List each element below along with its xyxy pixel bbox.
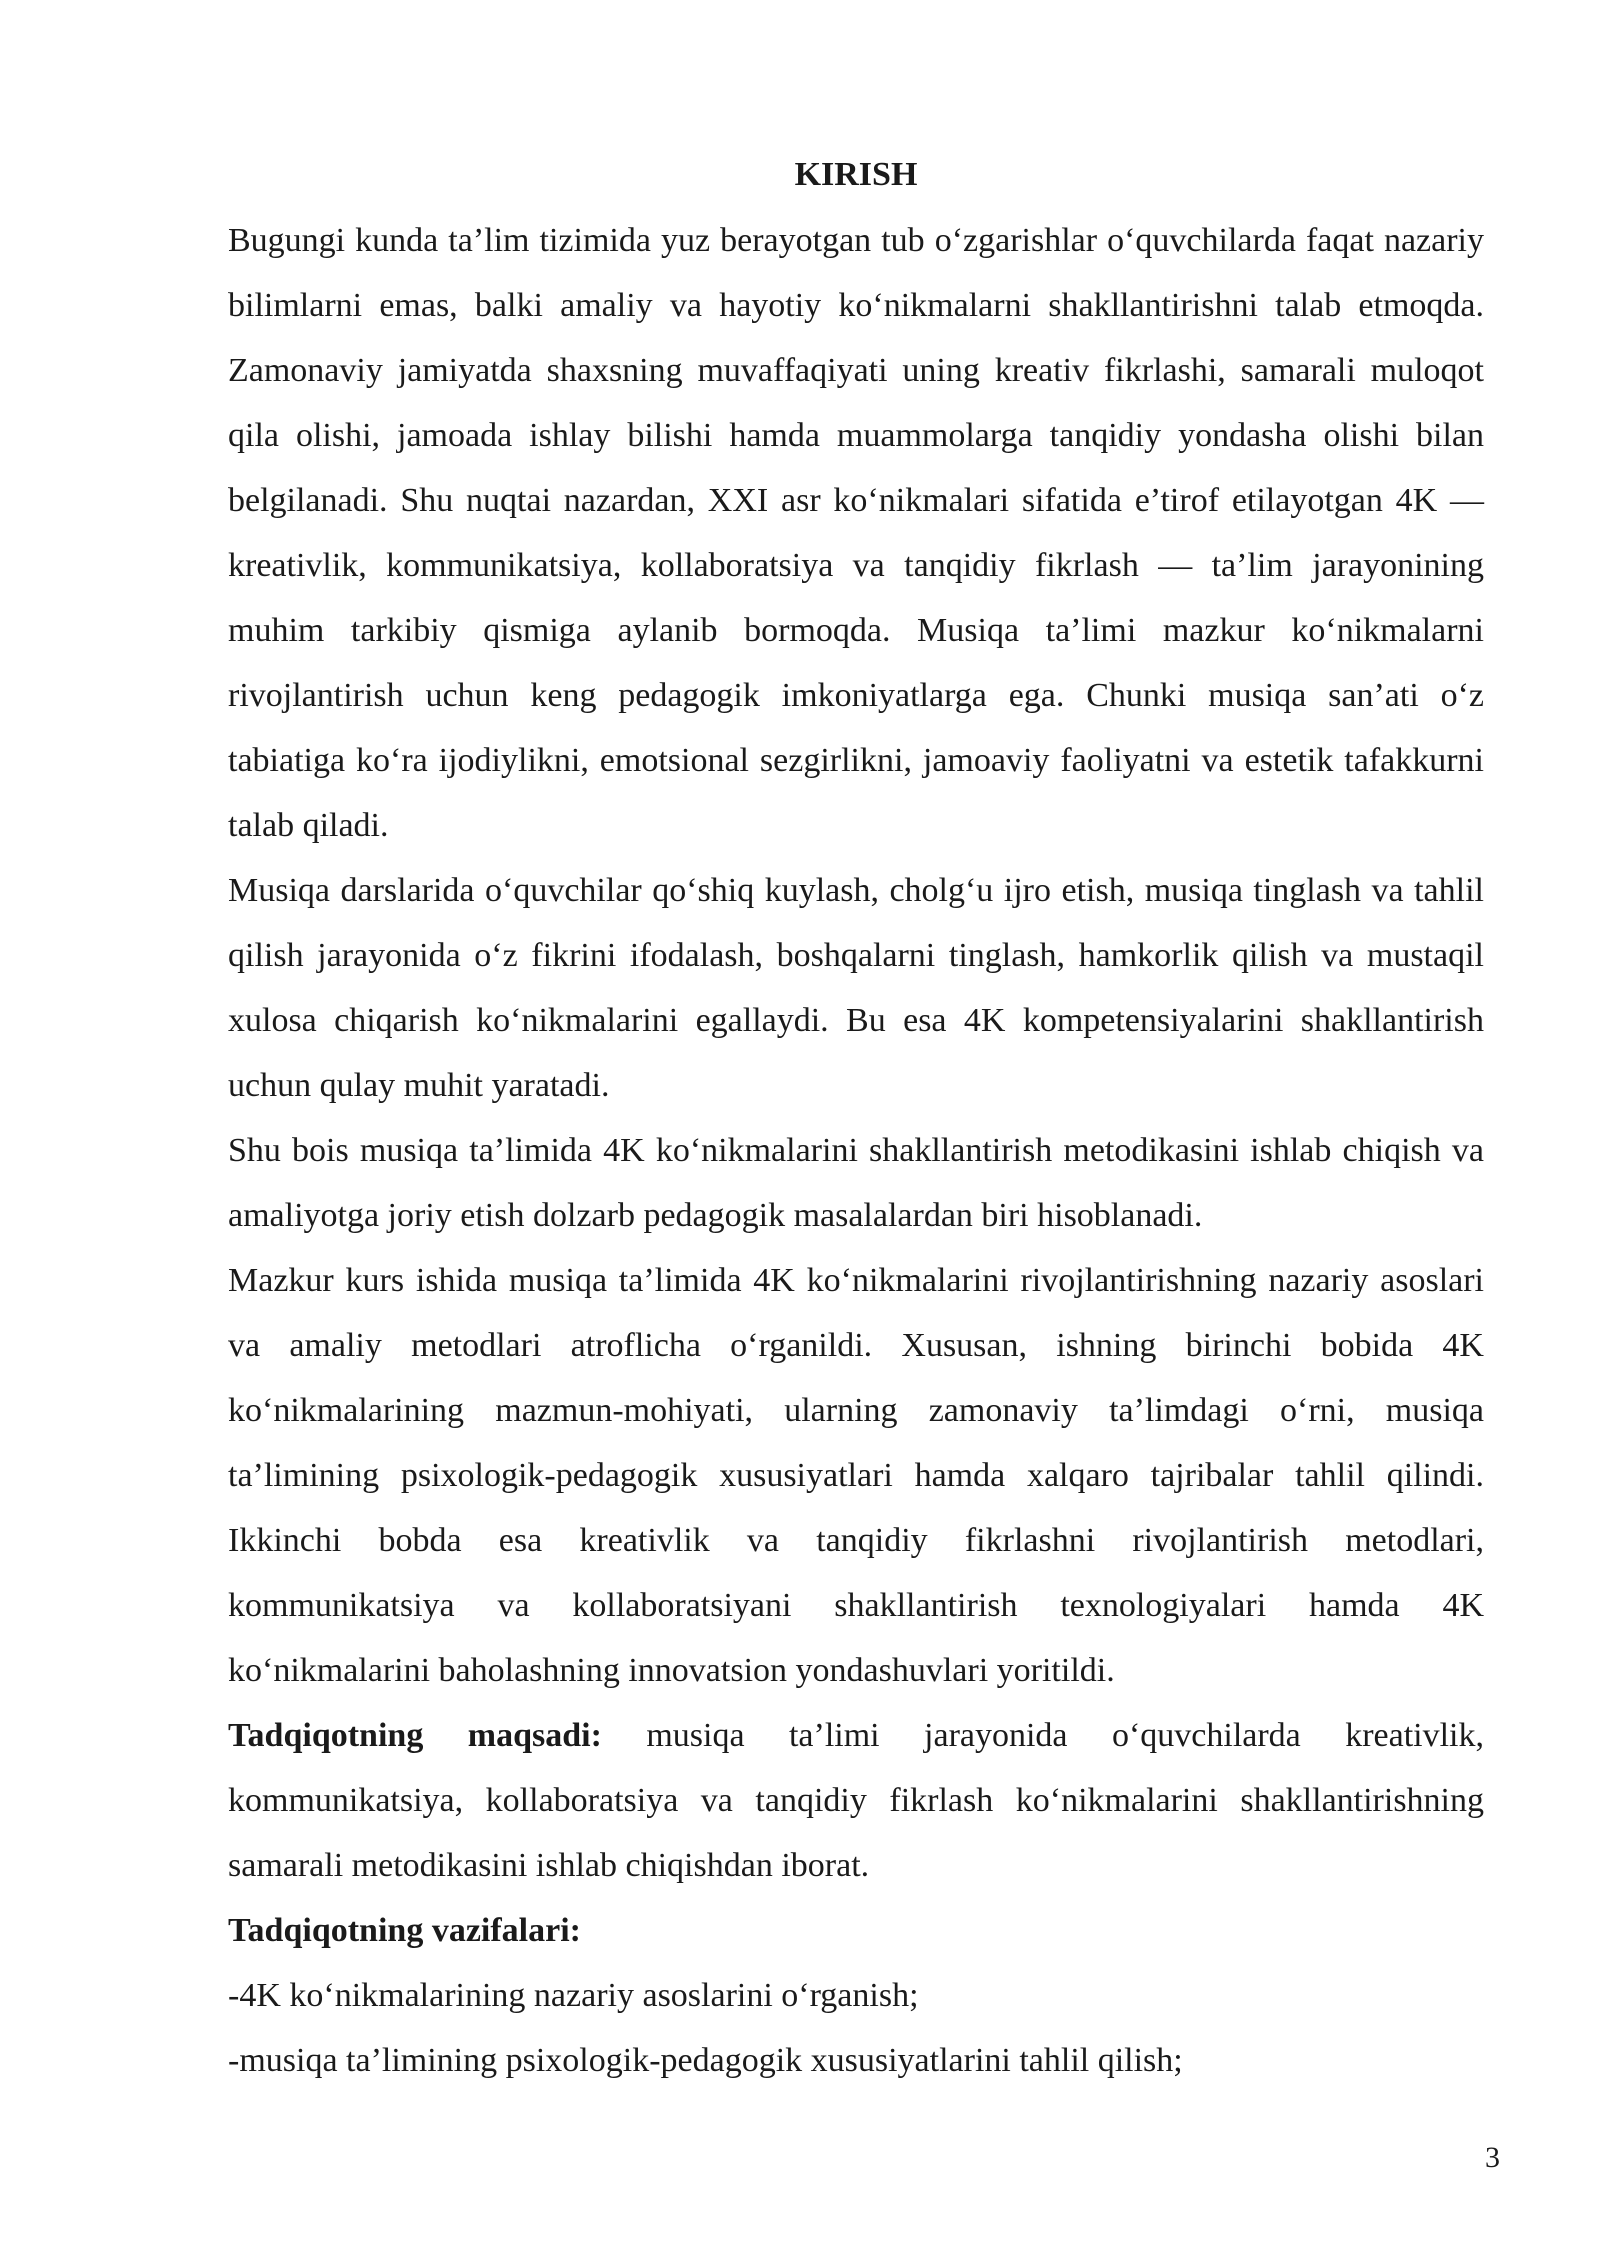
paragraph-research-goal — [228, 1703, 1484, 1898]
research-tasks-label: Tadqiqotning vazifalari: — [228, 1912, 581, 1949]
page-content — [228, 150, 1484, 2093]
section-heading: KIRISH — [794, 156, 918, 193]
page-number: 3 — [1485, 2141, 1500, 2174]
paragraph-relevance: Shu bois musiqa ta’limida 4K ko‘nikmalarini shakllantirish metodikasini ishlab chiqish va amaliyotga joriy etish dolzarb pedagogik masalalardan biri hisoblanadi. — [228, 1132, 1484, 1234]
paragraph-research-tasks-heading — [228, 1898, 1484, 1963]
task-item: -4K ko‘nikmalarining nazariy asoslarini o‘rganish; — [228, 1977, 919, 2014]
paragraph-intro: Bugungi kunda ta’lim tizimida yuz berayotgan tub o‘zgarishlar o‘quvchilarda faqat nazariy bilimlarni emas, balki amaliy va hayotiy ko‘nikmalarni shakllantirishni talab etmoqda. Zamonaviy jamiyatda shaxsning muvaffaqiyati uning kreativ fikrlashi, samarali muloqot qila olishi, jamoada ishlay bilishi hamda muammolarga tanqidiy yondasha olishi bilan belgilanadi. Shu nuqtai nazardan, XXI asr ko‘nikmalari sifatida e’tirof etilayotgan 4K — kreativlik, kommunikatsiya, kollaboratsiya va tanqidiy fikrlash — ta’lim jarayonining muhim tarkibiy qismiga aylanib bormoqda. Musiqa ta’limi mazkur ko‘nikmalarni rivojlantirish uchun keng pedagogik imkoniyatlarga ega. Chunki musiqa san’ati o‘z tabiatiga ko‘ra ijodiylikni, emotsional sezgirlikni, jamoaviy faoliyatni va estetik tafakkurni talab qiladi. — [228, 222, 1484, 844]
research-goal-label: Tadqiqotning maqsadi: — [228, 1717, 602, 1754]
task-item: -musiqa ta’limining psixologik-pedagogik xususiyatlarini tahlil qilish; — [228, 2042, 1183, 2079]
paragraph-course-overview: Mazkur kurs ishida musiqa ta’limida 4K ko‘nikmalarini rivojlantirishning nazariy asoslari va amaliy metodlari atroflicha o‘rganildi. Xususan, ishning birinchi bobida 4K ko‘nikmalarining mazmun-mohiyati, ularning zamonaviy ta’limdagi o‘rni, musiqa ta’limining psixologik-pedagogik xususiyatlari hamda xalqaro tajribalar tahlil qilindi. Ikkinchi bobda esa kreativlik va tanqidiy fikrlashni rivojlantirish metodlari, kommunikatsiya va kollaboratsiyani shakllantirish texnologiyalari hamda 4K ko‘nikmalarini baholashning innovatsion yondashuvlari yoritildi. — [228, 1262, 1484, 1689]
paragraph-music-lessons: Musiqa darslarida o‘quvchilar qo‘shiq kuylash, cholg‘u ijro etish, musiqa tinglash va tahlil qilish jarayonida o‘z fikrini ifodalash, boshqalarni tinglash, hamkorlik qilish va mustaqil xulosa chiqarish ko‘nikmalarini egallaydi. Bu esa 4K kompetensiyalarini shakllantirish uchun qulay muhit yaratadi. — [228, 872, 1484, 1104]
research-goal-text: musiqa ta’limi jarayonida o‘quvchilarda kreativlik, kommunikatsiya, kollaboratsiya va tanqidiy fikrlash ko‘nikmalarini shakllantirishning samarali metodikasini ishlab chiqishdan iborat. — [228, 1717, 1484, 1884]
